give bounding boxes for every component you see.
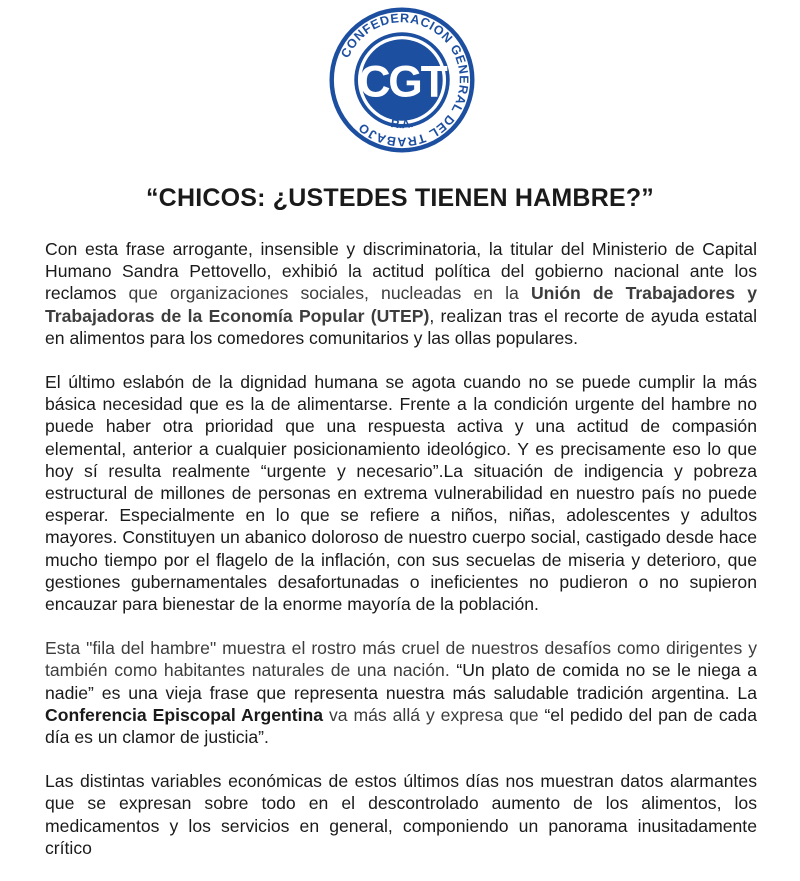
p3-text-a: Esta "fila del hambre" muestra el rostro más cruel de nuestros desafíos como dirigentes y también como habitantes naturales de una nación. <box>45 638 757 681</box>
paragraph-3 <box>45 637 757 748</box>
cgt-logo <box>328 6 476 154</box>
logo-bottom-text: - R.A. - <box>382 114 422 132</box>
document-title: “CHICOS: ¿USTEDES TIENEN HAMBRE?” <box>145 184 654 212</box>
p1-text-a: Con esta frase arrogante, insensible y discriminatoria, la titular del Ministerio de Capital Humano Sandra Pettovello, exhibió la actitud política del gobierno nacional ante los reclamos <box>45 239 757 304</box>
paragraph-2: El último eslabón de la dignidad humana se agota cuando no se puede cumplir la más básica necesidad que es la de alimentarse. Frente a la condición urgente del hambre no puede haber otra prioridad que una respuesta activa y una actitud de compasión elemental, anterior a cualquier posicionamiento ideológico. Y es precisamente eso lo que hoy sí resulta realmente “urgente y necesario”.La situación de indigencia y pobreza estructural de millones de personas en extrema vulnerabilidad en nuestro país no puede esperar. Especialmente en lo que se refiere a niños, niñas, adolescentes y adultos mayores. Constituyen un abanico doloroso de nuestro cuerpo social, castigado desde hace mucho tiempo por el flagelo de la inflación, con sus secuelas de miseria y deterioro, que gestiones gubernamentales desafortunadas o ineficientes no pudieron o no supieron encauzar para bienestar de la enorme mayoría de la población. <box>45 372 757 615</box>
p3-text-b: “Un plato de comida no se le niega a nadie” es una vieja frase que representa nuestra más saludable tradición argentina. La <box>45 660 757 703</box>
p1-text-d: , realizan tras el recorte de ayuda estatal en alimentos para los comedores comunitarios y las ollas populares. <box>45 305 757 348</box>
p1-text-b: que organizaciones sociales, nucleadas en la <box>128 283 531 304</box>
paragraph-4: Las distintas variables económicas de estos últimos días nos muestran datos alarmantes que se expresan sobre todo en el descontrolado aumento de los alimentos, los medicamentos y los servicios en general, componiendo un panorama inusitadamente crítico <box>45 771 757 858</box>
paragraph-1 <box>45 238 757 349</box>
cgt-emblem-icon <box>328 6 476 154</box>
logo-ring-text: CONFEDERACION GENERAL DEL TRABAJO <box>338 11 471 149</box>
logo-center-text: CGT <box>358 57 446 107</box>
p3-cea-bold: Conferencia Episcopal Argentina <box>45 704 324 725</box>
p3-text-d: va más allá y expresa que <box>323 704 545 725</box>
document-body <box>45 238 757 881</box>
p3-text-e: “el pedido del pan de cada día es un clamor de justicia”. <box>45 704 757 748</box>
p1-utep-bold: Unión de Trabajadores y Trabajadoras de la Economía Popular (UTEP) <box>45 283 758 326</box>
